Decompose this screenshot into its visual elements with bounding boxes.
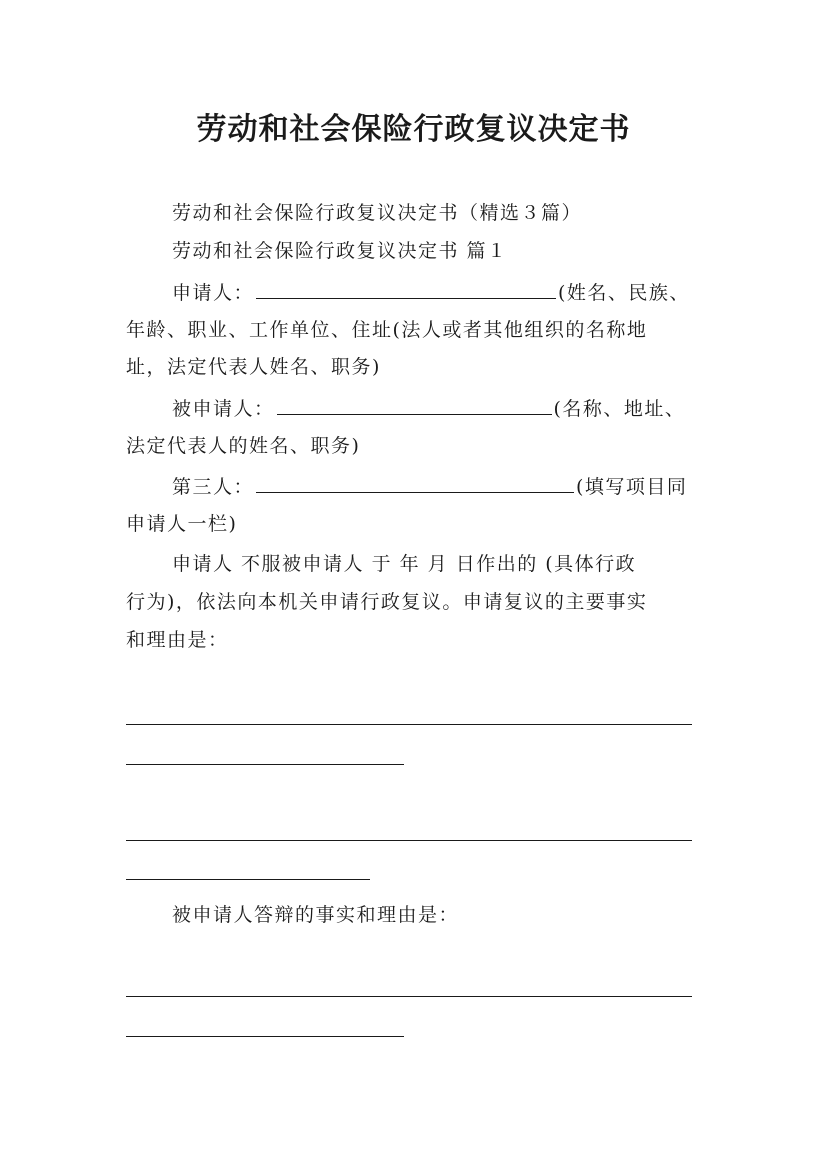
applicant-note-line3: 址，法定代表人姓名、职务) bbox=[126, 356, 381, 378]
reply-fill-line[interactable] bbox=[126, 996, 692, 997]
document-title: 劳动和社会保险行政复议决定书 bbox=[196, 112, 631, 147]
respondent-row bbox=[172, 394, 685, 421]
applicant-note: (姓名、民族、 bbox=[558, 282, 690, 304]
third-party-blank[interactable] bbox=[256, 472, 574, 493]
applicant-blank[interactable] bbox=[256, 278, 556, 299]
applicant-row bbox=[172, 278, 690, 305]
reason-fill-line[interactable] bbox=[126, 764, 404, 765]
third-party-note-line2: 申请人一栏) bbox=[126, 513, 238, 535]
respondent-reply-heading: 被申请人答辩的事实和理由是： bbox=[172, 904, 460, 926]
third-party-note: (填写项目同 bbox=[576, 476, 688, 498]
third-party-row bbox=[172, 472, 687, 499]
subtitle: 劳动和社会保险行政复议决定书（精选３篇） bbox=[172, 202, 583, 224]
respondent-note: (名称、地址、 bbox=[553, 398, 686, 420]
statement-line3: 和理由是： bbox=[126, 629, 229, 651]
reply-fill-line[interactable] bbox=[126, 1036, 404, 1037]
applicant-label: 申请人： bbox=[172, 282, 255, 304]
respondent-blank[interactable] bbox=[277, 394, 552, 415]
section-heading: 劳动和社会保险行政复议决定书 篇１ bbox=[172, 240, 508, 262]
reason-fill-line[interactable] bbox=[126, 724, 692, 725]
third-party-label: 第三人： bbox=[172, 476, 255, 498]
respondent-label: 被申请人： bbox=[172, 398, 275, 420]
reason-fill-line[interactable] bbox=[126, 879, 370, 880]
statement-line2: 行为)，依法向本机关申请行政复议。申请复议的主要事实 bbox=[126, 591, 648, 613]
reason-fill-line[interactable] bbox=[126, 840, 692, 841]
statement-line1: 申请人 不服被申请人 于 年 月 日作出的 (具体行政 bbox=[172, 553, 637, 575]
applicant-note-line2: 年龄、职业、工作单位、住址(法人或者其他组织的名称地 bbox=[126, 319, 648, 341]
respondent-note-line2: 法定代表人的姓名、职务) bbox=[126, 435, 361, 457]
